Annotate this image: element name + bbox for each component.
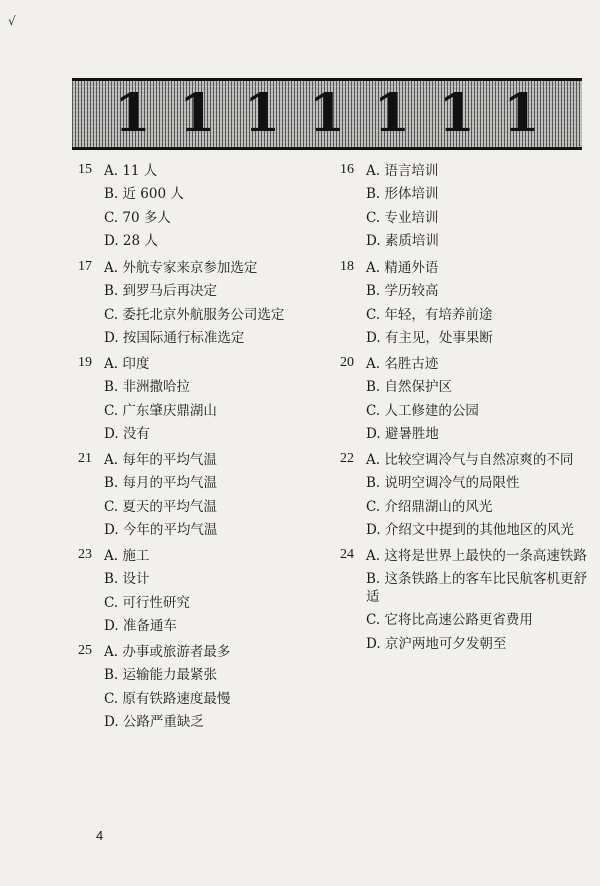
question-number: 25 bbox=[78, 643, 92, 658]
option-a[interactable]: A. 名胜古迹 bbox=[366, 356, 439, 372]
option-b[interactable]: B. 形体培训 bbox=[366, 186, 439, 203]
option-c[interactable]: C. 委托北京外航服务公司选定 bbox=[104, 306, 285, 323]
option-b[interactable]: B. 近 600 人 bbox=[104, 186, 184, 203]
option-c[interactable]: C. 70 多人 bbox=[104, 209, 171, 226]
option-c[interactable]: C. 专业培训 bbox=[366, 209, 439, 226]
option-b[interactable]: B. 每月的平均气温 bbox=[104, 475, 218, 492]
question-number: 17 bbox=[78, 259, 92, 274]
banner-digit: 1 bbox=[373, 83, 410, 144]
option-d[interactable]: D. 避暑胜地 bbox=[366, 425, 439, 442]
question-number: 19 bbox=[78, 355, 92, 370]
question-number: 23 bbox=[78, 547, 92, 562]
option-b[interactable]: B. 自然保护区 bbox=[366, 379, 453, 396]
option-d[interactable]: D. 按国际通行标准选定 bbox=[104, 329, 245, 346]
banner-digit: 1 bbox=[244, 83, 281, 144]
option-c[interactable]: C. 广东肇庆鼎湖山 bbox=[104, 402, 217, 419]
question-number: 20 bbox=[340, 355, 354, 370]
option-d[interactable]: D. 今年的平均气温 bbox=[104, 521, 218, 538]
option-a[interactable]: A. 语言培训 bbox=[366, 163, 439, 179]
option-c[interactable]: C. 它将比高速公路更省费用 bbox=[366, 612, 533, 629]
option-d[interactable]: D. 介绍文中提到的其他地区的风光 bbox=[366, 521, 574, 538]
page-number: 4 bbox=[96, 828, 104, 843]
option-d[interactable]: D. 准备通车 bbox=[104, 617, 177, 634]
option-d[interactable]: D. 公路严重缺乏 bbox=[104, 713, 204, 730]
question-number: 15 bbox=[78, 162, 92, 177]
banner-digit: 1 bbox=[438, 83, 475, 144]
question-number: 21 bbox=[78, 451, 92, 466]
option-b[interactable]: B. 学历较高 bbox=[366, 283, 439, 300]
option-d[interactable]: D. 没有 bbox=[104, 425, 150, 442]
option-c[interactable]: C. 介绍鼎湖山的风光 bbox=[366, 498, 493, 515]
option-b[interactable]: B. 到罗马后再决定 bbox=[104, 283, 218, 300]
option-b[interactable]: B. 非洲撒哈拉 bbox=[104, 379, 191, 396]
option-c[interactable]: C. 夏天的平均气温 bbox=[104, 498, 217, 515]
corner-check-mark: √ bbox=[8, 14, 16, 28]
section-banner bbox=[72, 78, 582, 150]
option-d[interactable]: D. 京沪两地可夕发朝至 bbox=[366, 635, 507, 652]
option-a[interactable]: A. 精通外语 bbox=[366, 260, 439, 276]
option-b[interactable]: B. 说明空调冷气的局限性 bbox=[366, 475, 520, 492]
option-b[interactable]: B. 设计 bbox=[104, 571, 150, 588]
question-number: 16 bbox=[340, 162, 354, 177]
option-a[interactable]: A. 印度 bbox=[104, 356, 150, 372]
option-c[interactable]: C. 可行性研究 bbox=[104, 594, 190, 611]
option-a[interactable]: A. 这将是世界上最快的一条高速铁路 bbox=[366, 548, 587, 564]
banner-digit: 1 bbox=[179, 83, 216, 144]
banner-digit: 1 bbox=[114, 83, 151, 144]
option-d[interactable]: D. 28 人 bbox=[104, 232, 158, 249]
option-d[interactable]: D. 素质培训 bbox=[366, 232, 439, 249]
option-d[interactable]: D. 有主见，处事果断 bbox=[366, 329, 493, 346]
banner-digit: 1 bbox=[503, 83, 540, 144]
option-a[interactable]: A. 比较空调冷气与自然凉爽的不同 bbox=[366, 452, 574, 468]
option-a[interactable]: A. 施工 bbox=[104, 548, 150, 564]
option-c[interactable]: C. 原有铁路速度最慢 bbox=[104, 690, 231, 707]
option-b[interactable]: B. 运输能力最紧张 bbox=[104, 667, 218, 684]
question-number: 24 bbox=[340, 547, 354, 562]
option-b[interactable]: B. 这条铁路上的客车比民航客机更舒适 bbox=[366, 571, 588, 606]
question-number: 18 bbox=[340, 259, 354, 274]
option-a[interactable]: A. 每年的平均气温 bbox=[104, 452, 217, 468]
option-c[interactable]: C. 人工修建的公园 bbox=[366, 402, 479, 419]
option-a[interactable]: A. 办事或旅游者最多 bbox=[104, 644, 231, 660]
banner-digit: 1 bbox=[308, 83, 346, 144]
option-a[interactable]: A. 11 人 bbox=[104, 163, 158, 179]
option-c[interactable]: C. 年轻，有培养前途 bbox=[366, 306, 493, 323]
question-number: 22 bbox=[340, 451, 354, 466]
option-a[interactable]: A. 外航专家来京参加选定 bbox=[104, 260, 258, 276]
